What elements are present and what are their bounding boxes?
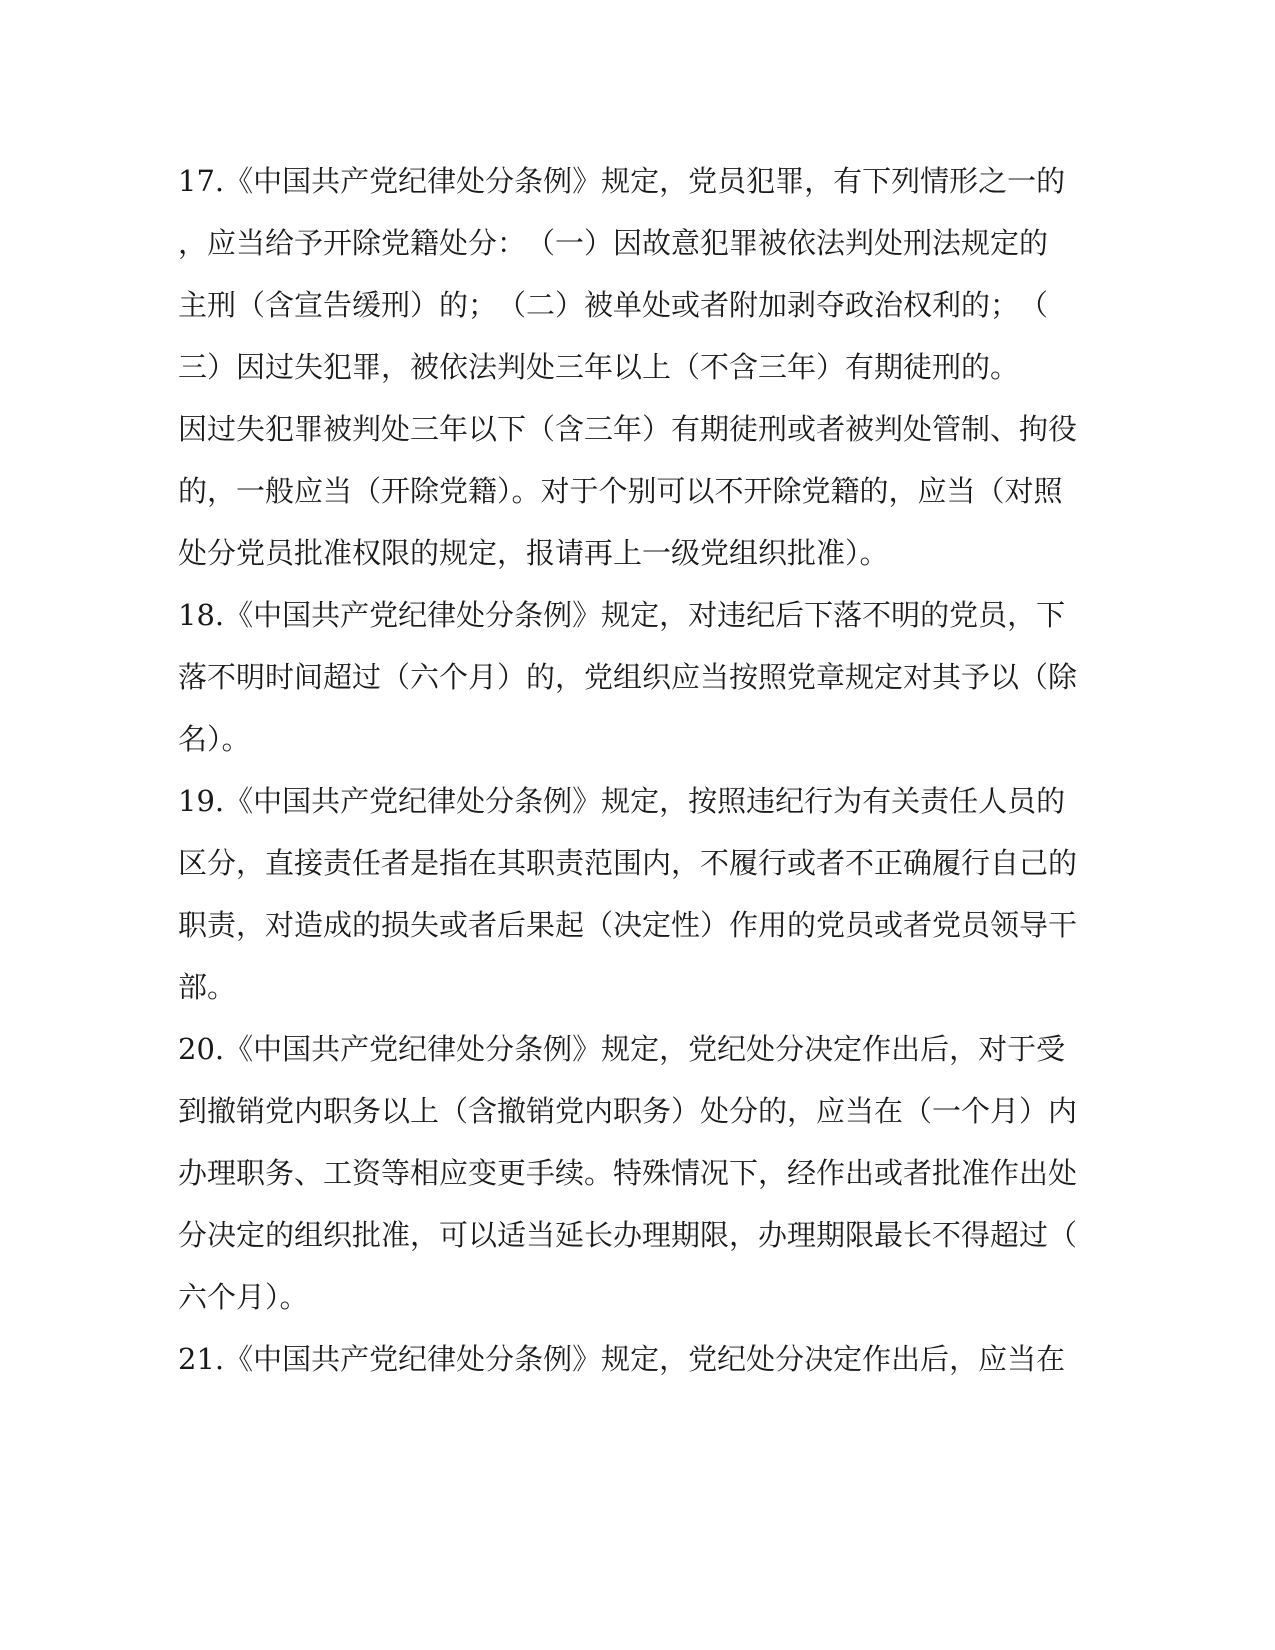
text-line: 21.《中国共产党纪律处分条例》规定，党纪处分决定作出后，应当在 — [178, 1342, 1066, 1376]
text-line: 名）。 — [178, 722, 251, 756]
text-line: 部。 — [178, 970, 237, 1004]
text-line: 的，一般应当（开除党籍）。对于个别可以不开除党籍的，应当（对照 — [178, 474, 1063, 508]
text-line: 处分党员批准权限的规定，报请再上一级党组织批准）。 — [178, 536, 889, 570]
document-body — [178, 150, 1078, 1390]
text-line: ，应当给予开除党籍处分： （一）因故意犯罪被依法判处刑法规定的 — [178, 226, 1049, 260]
text-line: 职责，对造成的损失或者后果起（决定性）作用的党员或者党员领导干 — [178, 908, 1078, 942]
text-line: 六个月）。 — [178, 1280, 309, 1314]
text-line: 三）因过失犯罪，被依法判处三年以上（不含三年）有期徒刑的。 — [178, 350, 1020, 384]
text-line: 19.《中国共产党纪律处分条例》规定，按照违纪行为有关责任人员的 — [178, 784, 1066, 818]
text-line: 因过失犯罪被判处三年以下（含三年）有期徒刑或者被判处管制、拘役 — [178, 412, 1078, 446]
text-line: 落不明时间超过（六个月）的，党组织应当按照党章规定对其予以（除 — [178, 660, 1078, 694]
text-line: 18.《中国共产党纪律处分条例》规定，对违纪后下落不明的党员，下 — [178, 598, 1066, 632]
text-line: 分决定的组织批准，可以适当延长办理期限，办理期限最长不得超过（ — [178, 1218, 1078, 1252]
text-line: 到撤销党内职务以上（含撤销党内职务）处分的，应当在（一个月）内 — [178, 1094, 1078, 1128]
text-line: 17.《中国共产党纪律处分条例》规定，党员犯罪，有下列情形之一的 — [178, 164, 1066, 198]
text-line: 主刑（含宣告缓刑）的； （二）被单处或者附加剥夺政治权利的； （ — [178, 288, 1049, 322]
text-line: 办理职务、工资等相应变更手续。特殊情况下，经作出或者批准作出处 — [178, 1156, 1078, 1190]
text-line: 20.《中国共产党纪律处分条例》规定，党纪处分决定作出后，对于受 — [178, 1032, 1066, 1066]
text-line: 区分，直接责任者是指在其职责范围内，不履行或者不正确履行自己的 — [178, 846, 1078, 880]
